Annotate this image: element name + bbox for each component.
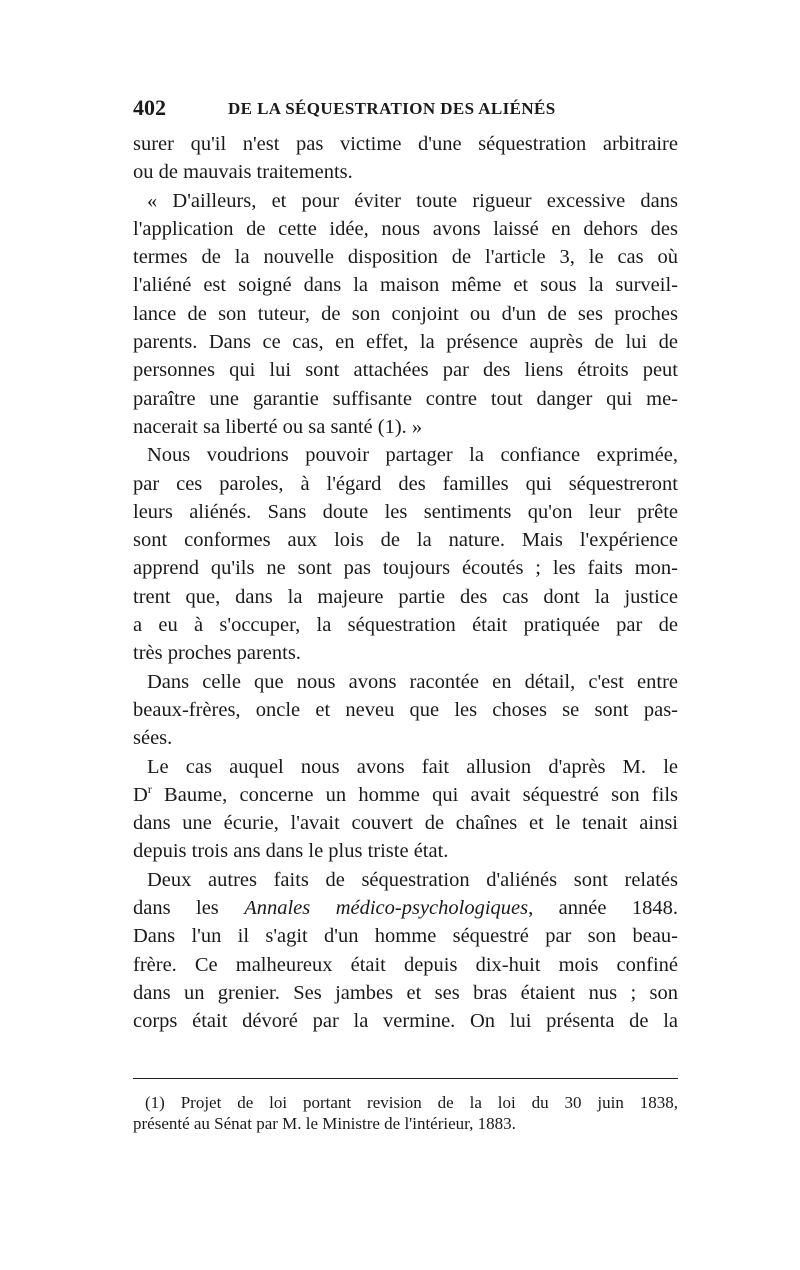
text-line: dans les Annales médico-psychologiques, année 1848. (133, 897, 679, 920)
journal-title: Annales médico-psychologiques (244, 897, 529, 920)
text-line: nacerait sa liberté ou sa santé (1). » (133, 415, 423, 438)
text-line: l'application de cette idée, nous avons laissé en dehors des (133, 217, 678, 240)
footnote (133, 1092, 678, 1134)
text-line: surer qu'il n'est pas victime d'une séquestration arbitraire (133, 133, 678, 155)
text-line: l'aliéné est soigné dans la maison même et sous la surveil- (133, 274, 678, 297)
text-line: paraître une garantie suffisante contre tout danger qui me- (133, 387, 678, 410)
text-line: Deux autres faits de séquestration d'aliénés sont relatés (147, 868, 678, 891)
text-line: très proches parents. (133, 642, 301, 665)
text-line: depuis trois ans dans le plus triste état. (133, 840, 449, 863)
footnote-line: présenté au Sénat par M. le Ministre de l'intérieur, 1883. (133, 1114, 516, 1133)
running-head: DE LA SÉQUESTRATION DES ALIÉNÉS (228, 99, 556, 118)
text-line: $D^r$ Baume, concerne un homme qui avait séquestré son fils (133, 781, 679, 806)
text-line: par ces paroles, à l'égard des familles qui séquestreront (133, 472, 678, 495)
text-line: dans un grenier. Ses jambes et ses bras étaient nus ; son (133, 981, 678, 1004)
body-text (133, 130, 678, 1036)
text-line: frère. Ce malheureux était depuis dix-huit mois confiné (133, 953, 678, 976)
text-line: sées. (133, 727, 173, 750)
text-line: apprend qu'ils ne sont pas toujours écoutés ; les faits mon- (133, 557, 678, 580)
text-line: corps était dévoré par la vermine. On lui présenta de la (133, 1010, 678, 1033)
page-header (133, 92, 678, 124)
text-line: Dans celle que nous avons racontée en détail, c'est entre (147, 670, 678, 693)
text-line: beaux-frères, oncle et neveu que les choses se sont pas- (133, 698, 678, 721)
footnote-divider (133, 1078, 678, 1079)
text-line: ou de mauvais traitements. (133, 161, 353, 184)
text-line: sont conformes aux lois de la nature. Mais l'expérience (133, 529, 678, 552)
text-line: leurs aliénés. Sans doute les sentiments qu'on leur prête (133, 500, 678, 523)
text-line: dans une écurie, l'avait couvert de chaînes et le tenait ainsi (133, 812, 678, 835)
text-line: parents. Dans ce cas, en effet, la présence auprès de lui de (133, 331, 678, 354)
text-line: Dans l'un il s'agit d'un homme séquestré par son beau- (133, 925, 678, 948)
title-abbrev: D (133, 783, 148, 806)
text-line: personnes qui lui sont attachées par des liens étroits peut (133, 359, 678, 382)
text-line: termes de la nouvelle disposition de l'article 3, le cas où (133, 246, 678, 269)
title-abbrev-superscript: r (147, 781, 152, 796)
text-line: Nous voudrions pouvoir partager la confiance exprimée, (147, 444, 678, 467)
footnote-line: (1) Projet de loi portant revision de la loi du 30 juin 1838, (145, 1093, 678, 1112)
page-number: 402 (133, 95, 166, 120)
text-line: « D'ailleurs, et pour éviter toute rigueur excessive dans (147, 189, 678, 212)
text-line: a eu à s'occuper, la séquestration était pratiquée par de (133, 614, 678, 637)
text-line: lance de son tuteur, de son conjoint ou d'un de ses proches (133, 302, 678, 325)
text-line: Le cas auquel nous avons fait allusion d'après M. le (147, 755, 678, 778)
text-line: trent que, dans la majeure partie des cas dont la justice (133, 585, 678, 608)
